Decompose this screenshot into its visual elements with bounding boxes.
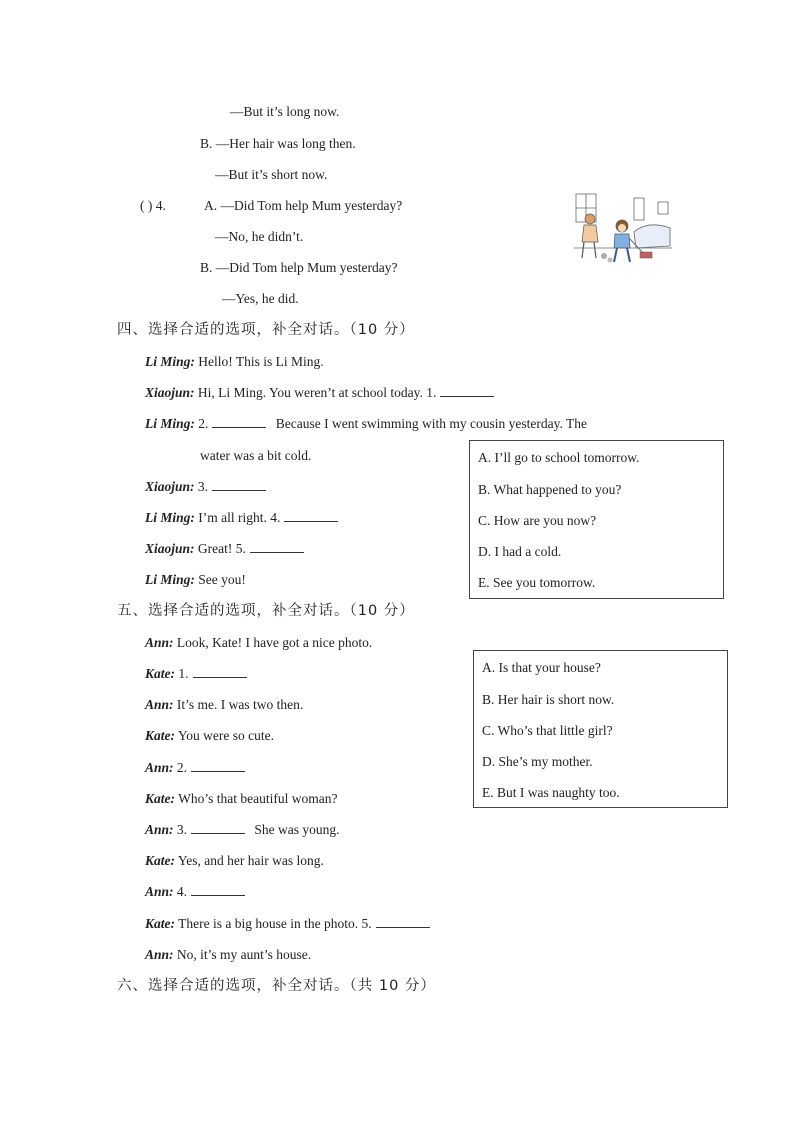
boy-cleaning-illustration [574, 192, 672, 264]
dialog-text: It’s me. I was two then. [173, 697, 304, 712]
dialog-line [145, 946, 311, 964]
dialog-text: You were so cute. [175, 728, 274, 743]
answer-blank-1[interactable] [193, 665, 247, 678]
dialog-line [145, 478, 266, 496]
answer-blank-2[interactable] [212, 415, 266, 428]
speaker-name: Kate: [145, 666, 175, 681]
option-d: D. She’s my mother. [482, 754, 593, 769]
q4-answer-paren[interactable]: ( ) 4. [140, 198, 166, 213]
dialog-line [145, 634, 372, 652]
dialog-text: Hello! This is Li Ming. [194, 354, 324, 369]
dialog-line [145, 915, 430, 933]
dialog-line [145, 415, 587, 433]
speaker-name: Li Ming: [145, 510, 195, 525]
speaker-name: Ann: [145, 635, 174, 650]
speaker-name: Kate: [145, 728, 175, 743]
option-a: A. Is that your house? [482, 660, 601, 675]
speaker-name: Xiaojun: [145, 479, 195, 494]
option-c: C. Who’s that little girl? [482, 723, 613, 738]
dialog-text: I’m all right. 4. [194, 510, 281, 525]
answer-blank-4[interactable] [191, 883, 245, 896]
dialog-line-continuation: water was a bit cold. [200, 448, 312, 463]
dialog-text: 3. [194, 479, 209, 494]
dialog-text: She was young. [254, 822, 340, 837]
dialog-text: 2. [173, 760, 188, 775]
dialog-text: 1. [175, 666, 189, 681]
dialog-line [145, 571, 246, 589]
answer-blank-1[interactable] [440, 384, 494, 397]
dialog-line [145, 821, 340, 839]
q3-b-reply: —But it’s short now. [215, 167, 328, 182]
option-b: B. Her hair is short now. [482, 692, 615, 707]
answer-blank-4[interactable] [284, 509, 338, 522]
speaker-name: Li Ming: [145, 354, 195, 369]
q3-b-reply-line: —But it’s long now. [230, 104, 340, 119]
dialog-line [145, 727, 274, 745]
q4-option-a-reply: —No, he didn’t. [215, 229, 304, 244]
option-e: E. See you tomorrow. [478, 575, 596, 590]
dialog-line [145, 759, 245, 777]
dialog-line [145, 384, 494, 402]
speaker-name: Xiaojun: [145, 385, 195, 400]
speaker-name: Xiaojun: [145, 541, 195, 556]
dialog-line [145, 852, 324, 870]
option-c: C. How are you now? [478, 513, 597, 528]
dialog-line [145, 665, 247, 683]
answer-blank-3[interactable] [191, 821, 245, 834]
dialog-line [145, 883, 245, 901]
speaker-name: Li Ming: [145, 572, 195, 587]
dialog-text: 3. [173, 822, 188, 837]
dialog-text: 4. [173, 884, 188, 899]
q4-option-b-reply: —Yes, he did. [222, 291, 299, 306]
option-d: D. I had a cold. [478, 544, 562, 559]
q4-option-a: A. —Did Tom help Mum yesterday? [204, 198, 403, 213]
option-b: B. What happened to you? [478, 482, 622, 497]
answer-blank-5[interactable] [250, 540, 304, 553]
speaker-name: Li Ming: [145, 416, 195, 431]
answer-blank-3[interactable] [212, 478, 266, 491]
section4-options-box [469, 440, 724, 599]
dialog-text: Great! 5. [194, 541, 246, 556]
dialog-text: Hi, Li Ming. You weren’t at school today. 1. [194, 385, 437, 400]
option-a: A. I’ll go to school tomorrow. [478, 450, 640, 465]
section4-heading: 四、选择合适的选项，补全对话。（10 分） [117, 322, 415, 338]
answer-blank-2[interactable] [191, 759, 245, 772]
option-e: E. But I was naughty too. [482, 785, 620, 800]
dialog-text: There is a big house in the photo. 5. [175, 916, 372, 931]
q4-option-b: B. —Did Tom help Mum yesterday? [200, 260, 398, 275]
speaker-name: Kate: [145, 853, 175, 868]
dialog-line [145, 696, 303, 714]
dialog-text: No, it’s my aunt’s house. [173, 947, 312, 962]
speaker-name: Ann: [145, 760, 174, 775]
dialog-text: Because I went swimming with my cousin yesterday. The [275, 416, 587, 431]
dialog-text: Who’s that beautiful woman? [175, 791, 338, 806]
dialog-line [145, 790, 337, 808]
dialog-text: 2. [194, 416, 209, 431]
q3-option-b: B. —Her hair was long then. [200, 136, 356, 151]
dialog-text: See you! [194, 572, 246, 587]
section5-options-box [473, 650, 728, 808]
speaker-name: Kate: [145, 916, 175, 931]
dialog-line [145, 540, 304, 558]
dialog-text: Look, Kate! I have got a nice photo. [173, 635, 373, 650]
section6-heading: 六、选择合适的选项，补全对话。（共 10 分） [117, 978, 436, 994]
answer-blank-5[interactable] [376, 915, 430, 928]
dialog-line [145, 353, 324, 371]
speaker-name: Ann: [145, 697, 174, 712]
dialog-line [145, 509, 338, 527]
section5-heading: 五、选择合适的选项，补全对话。（10 分） [117, 603, 415, 619]
speaker-name: Kate: [145, 791, 175, 806]
speaker-name: Ann: [145, 884, 174, 899]
speaker-name: Ann: [145, 822, 174, 837]
speaker-name: Ann: [145, 947, 174, 962]
dialog-text: Yes, and her hair was long. [175, 853, 324, 868]
